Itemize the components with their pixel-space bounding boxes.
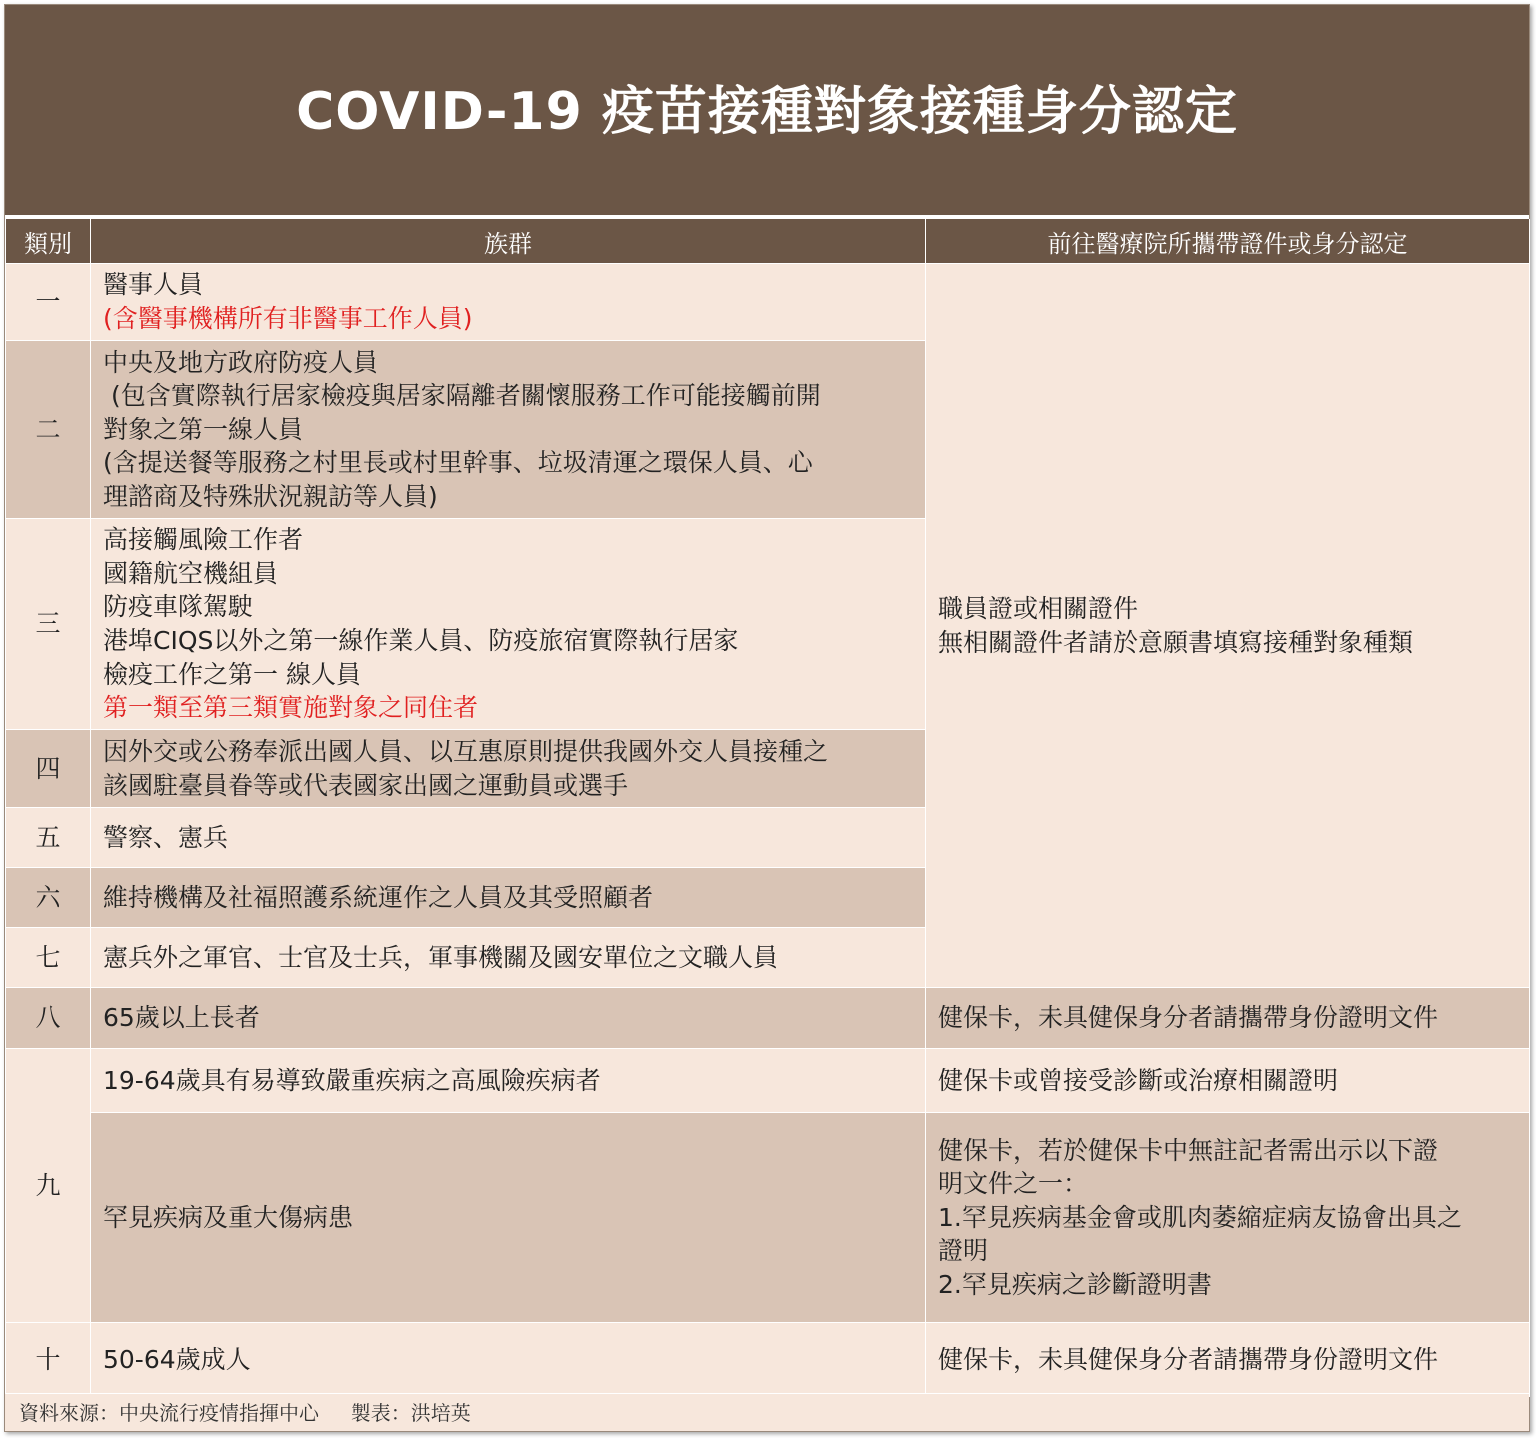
- group-line: 高接觸風險工作者: [103, 525, 304, 555]
- table-row: [6, 1113, 1530, 1323]
- table-card: [4, 4, 1530, 1432]
- header-row: [6, 219, 1530, 264]
- title-banner: [5, 5, 1529, 215]
- group-cell: 19-64歲具有易導致嚴重疾病之高風險疾病者: [91, 1049, 926, 1113]
- group-line: 防疫車隊駕駛: [103, 592, 254, 622]
- group-line: 因外交或公務奉派出國人員、以互惠原則提供我國外交人員接種之: [103, 736, 829, 766]
- document-cell: 健保卡或曾接受診斷或治療相關證明: [926, 1049, 1530, 1113]
- group-line: 醫事人員: [103, 270, 204, 300]
- document-cell: [926, 264, 1530, 988]
- group-cell: 警察、憲兵: [91, 808, 926, 868]
- group-cell: 50-64歲成人: [91, 1323, 926, 1397]
- category-cell: 四: [6, 730, 91, 808]
- group-line: (含提送餐等服務之村里長或村里幹事、垃圾清運之環保人員、心: [103, 448, 813, 478]
- table-row: [6, 988, 1530, 1049]
- source-text: 資料來源：中央流行疫情指揮中心: [19, 1401, 319, 1425]
- document-line: 職員證或相關證件: [938, 593, 1139, 623]
- category-cell: 六: [6, 868, 91, 928]
- document-cell: [926, 1113, 1530, 1323]
- page-title: COVID-19 疫苗接種對象接種身分認定: [296, 81, 1238, 142]
- group-line: (包含實際執行居家檢疫與居家隔離者關懷服務工作可能接觸前開: [103, 381, 821, 411]
- eligibility-table: [5, 219, 1530, 1397]
- group-line: 中央及地方政府防疫人員: [103, 347, 379, 377]
- group-line-highlight: 第一類至第三類實施對象之同住者: [103, 693, 479, 723]
- table-row: [6, 264, 1530, 341]
- header-document: 前往醫療院所攜帶證件或身分認定: [926, 219, 1530, 264]
- category-cell: 七: [6, 928, 91, 988]
- table-row: [6, 1323, 1530, 1397]
- document-line: 無相關證件者請於意願書填寫接種對象種類: [938, 627, 1414, 657]
- document-line: 證明: [938, 1236, 989, 1266]
- table-row: [6, 1049, 1530, 1113]
- category-cell: 九: [6, 1049, 91, 1323]
- category-cell: 十: [6, 1323, 91, 1397]
- group-line: 理諮商及特殊狀況親訪等人員): [103, 481, 438, 511]
- group-cell: [91, 341, 926, 519]
- category-cell: 八: [6, 988, 91, 1049]
- document-cell: 健保卡，未具健保身分者請攜帶身份證明文件: [926, 1323, 1530, 1397]
- document-cell: 健保卡，未具健保身分者請攜帶身份證明文件: [926, 988, 1530, 1049]
- source-footer: [5, 1393, 1529, 1431]
- header-group: 族群: [91, 219, 926, 264]
- group-line: 對象之第一線人員: [103, 414, 304, 444]
- group-line-highlight: (含醫事機構所有非醫事工作人員): [103, 304, 473, 333]
- group-cell: [91, 730, 926, 808]
- group-cell: 維持機構及社福照護系統運作之人員及其受照顧者: [91, 868, 926, 928]
- category-cell: 三: [6, 519, 91, 730]
- category-cell: 一: [6, 264, 91, 341]
- document-line: 2.罕見疾病之診斷證明書: [938, 1269, 1212, 1299]
- author-text: 製表：洪培英: [350, 1401, 471, 1425]
- header-category: 類別: [6, 219, 91, 264]
- document-line: 健保卡，若於健保卡中無註記者需出示以下證: [938, 1135, 1439, 1165]
- document-line: 1.罕見疾病基金會或肌肉萎縮症病友協會出具之: [938, 1202, 1462, 1232]
- group-cell: 65歲以上長者: [91, 988, 926, 1049]
- group-line: 國籍航空機組員: [103, 558, 279, 588]
- group-cell: [91, 264, 926, 341]
- group-cell: [91, 519, 926, 730]
- group-line: 該國駐臺員眷等或代表國家出國之運動員或選手: [103, 770, 629, 800]
- group-line: 檢疫工作之第一 線人員: [103, 659, 361, 689]
- group-cell: 憲兵外之軍官、士官及士兵，軍事機關及國安單位之文職人員: [91, 928, 926, 988]
- group-line: 港埠CIQS以外之第一線作業人員、防疫旅宿實際執行居家: [103, 626, 739, 655]
- document-line: 明文件之一：: [938, 1169, 1089, 1199]
- category-cell: 五: [6, 808, 91, 868]
- group-cell: 罕見疾病及重大傷病患: [91, 1113, 926, 1323]
- category-cell: 二: [6, 341, 91, 519]
